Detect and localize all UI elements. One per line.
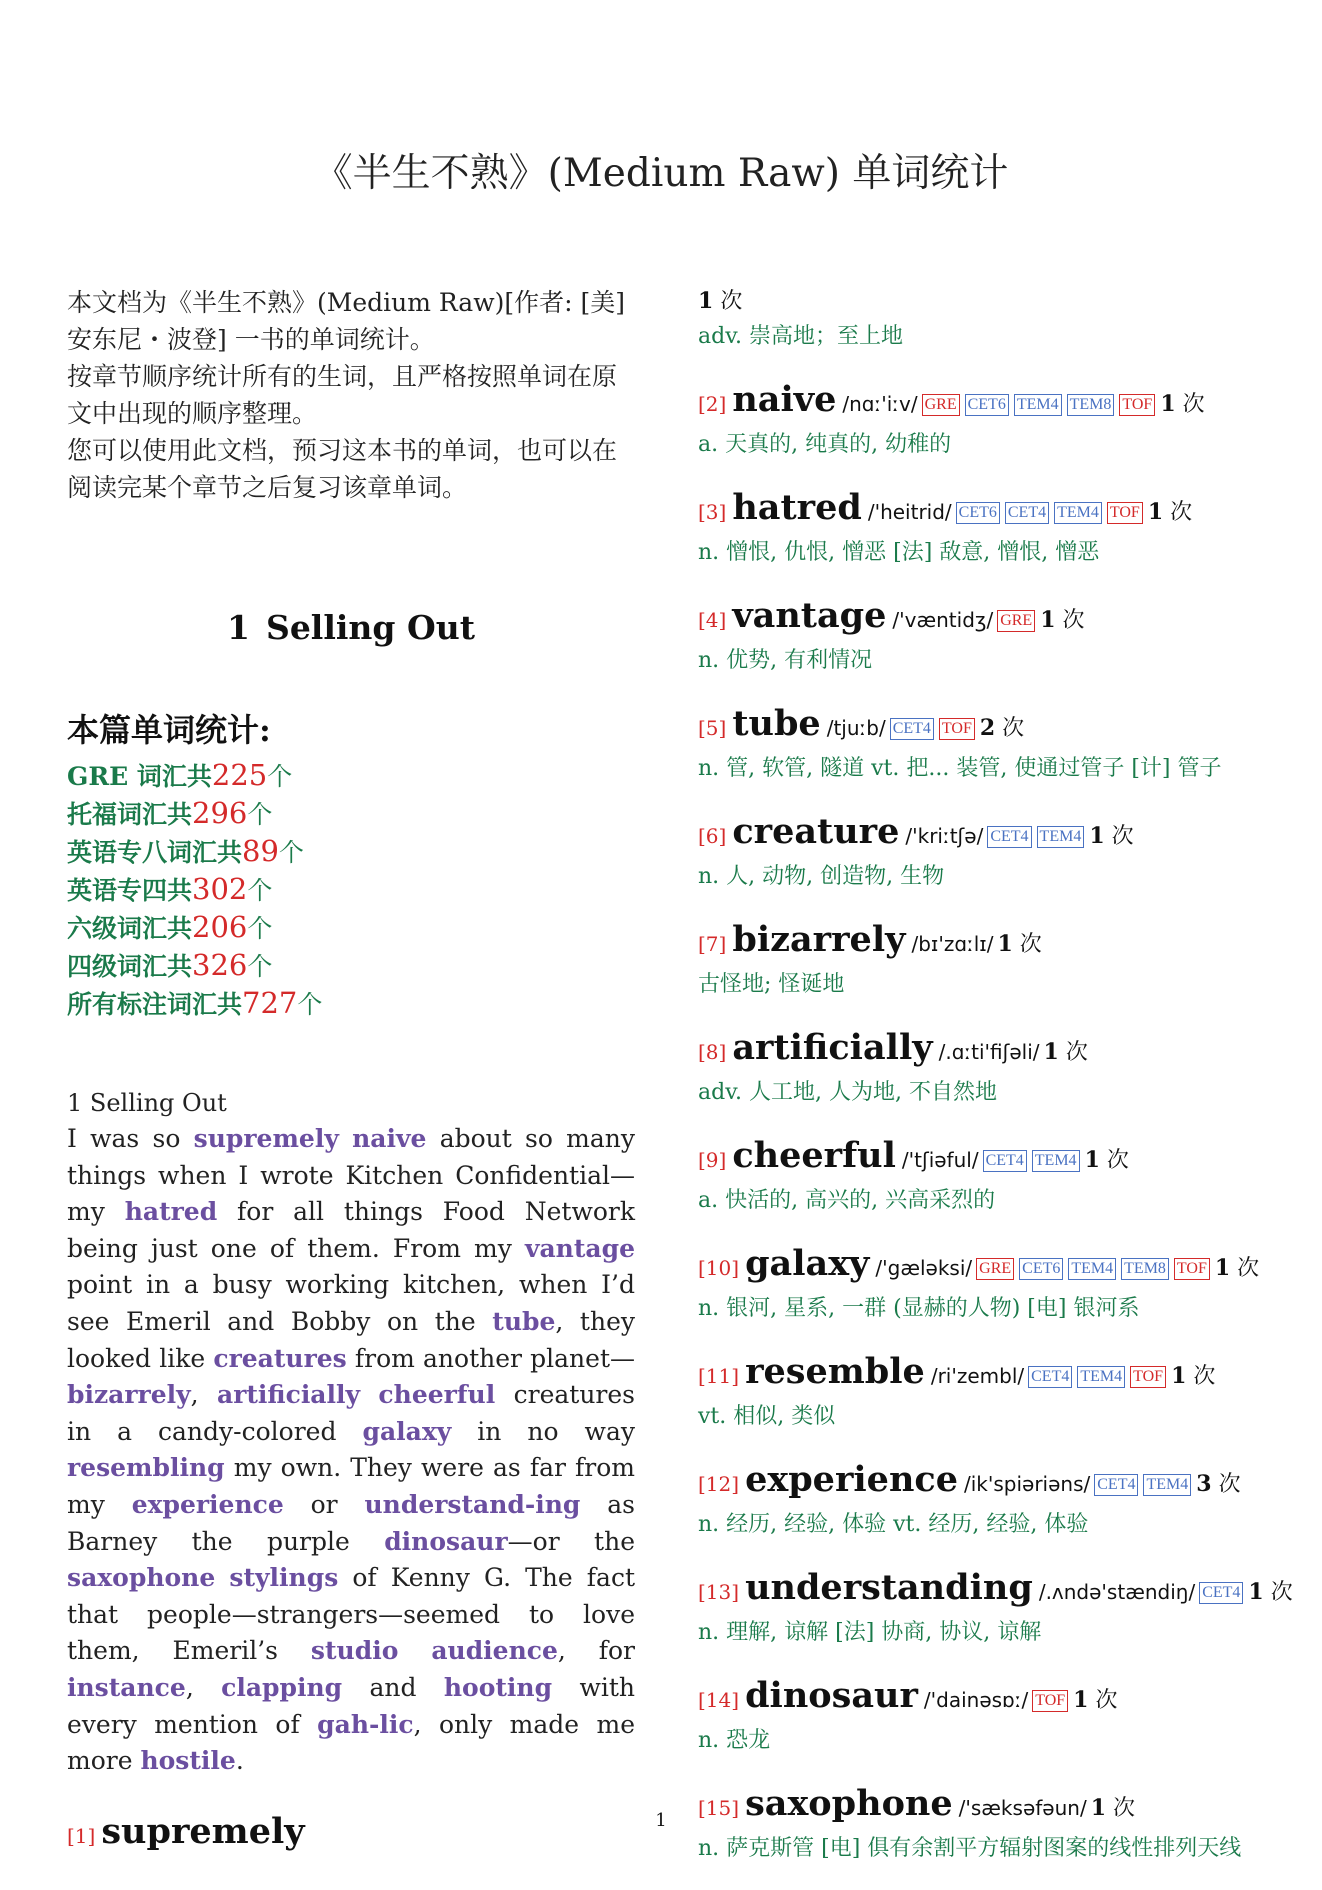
excerpt-text: , they looked like	[67, 1306, 636, 1373]
entry-frequency: 1 次	[1089, 823, 1134, 849]
excerpt-text: —or the	[507, 1526, 635, 1556]
stat-label: 四级词汇共	[67, 952, 193, 981]
entry-head	[698, 810, 1273, 859]
stats-heading: 本篇单词统计:	[67, 711, 271, 749]
exam-tag: TEM4	[1054, 502, 1102, 524]
stat-count: 89	[242, 834, 279, 868]
entry-word: saxophone	[745, 1783, 953, 1824]
word-stats	[67, 705, 635, 1023]
chapter-number: 1	[227, 608, 250, 647]
entry-index: [4]	[698, 608, 727, 632]
excerpt-text: creatures in a candy-colored	[67, 1380, 635, 1446]
excerpt-text: or	[283, 1489, 365, 1519]
stat-unit: 个	[247, 876, 273, 905]
stat-unit: 个	[247, 800, 273, 829]
vocab-entry	[698, 810, 1273, 894]
entry-frequency: 3 次	[1196, 1471, 1241, 1497]
excerpt-text: from another planet—	[346, 1343, 636, 1373]
highlighted-word: hooting	[443, 1672, 553, 1702]
excerpt-text: and	[342, 1672, 444, 1702]
entry-phonetic: /ik'spiəriəns/	[963, 1472, 1091, 1496]
exam-tag: TOF	[1107, 502, 1143, 524]
vocab-entry	[698, 1350, 1273, 1434]
entry-frequency: 1 次	[1248, 1579, 1293, 1605]
highlighted-word: resembling	[67, 1453, 225, 1483]
vocab-entry	[698, 486, 1273, 570]
entry-word: dinosaur	[745, 1675, 918, 1716]
entry-head	[698, 702, 1273, 751]
exam-tag: TEM4	[1037, 826, 1085, 848]
entry-word: bizarrely	[732, 919, 906, 960]
exam-tag: TOF	[1032, 1690, 1068, 1712]
exam-tag: TEM8	[1121, 1258, 1169, 1280]
stat-label: GRE 词汇共	[67, 762, 212, 791]
entry-frequency: 1 次	[1171, 1363, 1216, 1389]
entry-phonetic: /'heitrid/	[867, 500, 952, 524]
entry-definition: n. 萨克斯管 [电] 俱有余割平方辐射图案的线性排列天线	[698, 1836, 1242, 1861]
vocab-entry	[698, 1242, 1273, 1326]
vocab-entry	[698, 1134, 1273, 1218]
intro-paragraph: 您可以使用此文档，预习这本书的单词，也可以在阅读完某个章节之后复习该章单词。	[67, 436, 618, 502]
vocab-entry	[698, 594, 1273, 678]
excerpt-text: about so many things when I wrote Kitchen Confidential—my	[67, 1124, 636, 1227]
excerpt-body	[67, 1121, 635, 1780]
highlighted-word: audience	[431, 1636, 558, 1666]
entry-word: understanding	[745, 1567, 1033, 1608]
stat-line	[67, 795, 635, 833]
stat-label: 所有标注词汇共	[67, 990, 243, 1019]
stat-count: 296	[192, 796, 248, 830]
stat-count: 225	[211, 758, 268, 792]
entry-definition: n. 管, 软管, 隧道 vt. 把... 装管, 使通过管子 [计] 管子	[698, 756, 1222, 781]
entry-index: [13]	[698, 1580, 740, 1604]
entry-index: [15]	[698, 1796, 740, 1820]
entry-frequency: 1 次	[1160, 391, 1205, 417]
entry-frequency: 1 次	[1090, 1795, 1136, 1821]
entry-head	[698, 1242, 1273, 1291]
entry-word: supremely	[101, 1810, 305, 1852]
stat-label: 六级词汇共	[67, 914, 193, 943]
stat-label: 托福词汇共	[67, 800, 193, 829]
excerpt-text: .	[235, 1746, 244, 1776]
entry-frequency: 1 次	[698, 288, 743, 314]
entry-index: [9]	[698, 1148, 727, 1172]
entry-word: resemble	[745, 1351, 925, 1392]
stat-count: 326	[192, 948, 248, 982]
stat-line	[67, 833, 635, 871]
entry-frequency: 1 次	[1073, 1687, 1118, 1713]
vocab-entry	[698, 1566, 1293, 1650]
exam-tag: TOF	[939, 718, 975, 740]
exam-tag: CET4	[983, 1150, 1027, 1172]
highlighted-word: experience	[131, 1489, 284, 1519]
entry-head	[698, 918, 1273, 967]
stat-unit: 个	[278, 838, 304, 867]
exam-tag: GRE	[997, 610, 1035, 632]
entry-frequency: 1 次	[1040, 607, 1085, 633]
exam-tag: TOF	[1130, 1366, 1166, 1388]
left-column	[67, 284, 635, 1859]
entry-word: vantage	[732, 595, 887, 636]
exam-tag: GRE	[922, 394, 960, 416]
entry-frequency: 2 次	[979, 715, 1025, 741]
entry-word: experience	[745, 1459, 958, 1500]
highlighted-word: bizarrely	[67, 1380, 191, 1410]
entry-definition: a. 天真的, 纯真的, 幼稚的	[698, 432, 952, 457]
excerpt-text: of Kenny G. The fact that people—strangers—seemed to love them, Emeril’s	[67, 1563, 636, 1666]
highlighted-word: hostile	[140, 1746, 236, 1776]
entry-phonetic: /'tʃiəful/	[901, 1148, 979, 1172]
exam-tag: TEM4	[1077, 1366, 1125, 1388]
exam-tag: GRE	[976, 1258, 1014, 1280]
entry-phonetic: /tjuːb/	[826, 716, 886, 740]
stat-line	[67, 985, 635, 1023]
entry-phonetic: /'væntidʒ/	[892, 608, 994, 632]
entry-frequency: 1 次	[997, 931, 1042, 957]
entry-head	[698, 1350, 1273, 1399]
vocab-entry	[698, 1674, 1273, 1758]
exam-tag: TEM8	[1067, 394, 1115, 416]
exam-tag: CET4	[987, 826, 1031, 848]
chapter-title: Selling Out	[265, 608, 475, 647]
entry-head	[698, 594, 1273, 643]
entry-index: [7]	[698, 932, 727, 956]
highlighted-word: supremely	[193, 1124, 339, 1153]
entry-head	[698, 1026, 1273, 1075]
exam-tag: CET4	[890, 718, 934, 740]
highlighted-word: studio	[310, 1636, 399, 1666]
entry-definition: adv. 人工地, 人为地, 不自然地	[698, 1080, 997, 1105]
entry-index: [10]	[698, 1256, 740, 1280]
exam-tag: CET4	[1199, 1582, 1243, 1604]
entry-phonetic: /bɪ'zɑːlɪ/	[911, 932, 994, 956]
excerpt-text: my own. They were as far from my	[67, 1453, 635, 1519]
entry-word: artificially	[732, 1027, 933, 1068]
exam-tag: CET4	[1094, 1474, 1138, 1496]
highlighted-word: tube	[492, 1306, 556, 1336]
excerpt-text: I was so	[67, 1124, 194, 1153]
entry-index: [1]	[67, 1823, 96, 1848]
excerpt-text: point in a busy working kitchen, when I’d see Emeril and Bobby on the	[67, 1270, 635, 1336]
stat-line	[67, 909, 635, 947]
intro-paragraph: 按章节顺序统计所有的生词，且严格按照单词在原文中出现的顺序整理。	[67, 362, 618, 428]
vocab-entry	[698, 1458, 1273, 1542]
entry-definition: n. 人, 动物, 创造物, 生物	[698, 864, 945, 889]
entry-phonetic: /nɑː'iːv/	[842, 392, 918, 416]
highlighted-word: vantage	[524, 1233, 635, 1263]
entry-index: [5]	[698, 716, 727, 740]
entry-index: [3]	[698, 500, 727, 524]
excerpt-text	[215, 1563, 229, 1592]
exam-tag: TOF	[1174, 1258, 1210, 1280]
entry-word: hatred	[732, 487, 862, 528]
entry-definition: n. 经历, 经验, 体验 vt. 经历, 经验, 体验	[698, 1512, 1089, 1537]
stat-unit: 个	[247, 952, 273, 981]
page-number: 1	[655, 1810, 667, 1831]
vocab-entry	[698, 918, 1273, 1002]
entry-head	[698, 486, 1273, 535]
excerpt-text	[360, 1380, 378, 1409]
excerpt-text: , for	[557, 1636, 635, 1666]
entry-phonetic: /'dainəsɒː/	[923, 1688, 1029, 1712]
exam-tag: TEM4	[1068, 1258, 1116, 1280]
excerpt-title: 1 Selling Out	[67, 1089, 227, 1117]
entry-head	[698, 284, 1273, 319]
entry-definition: a. 快活的, 高兴的, 兴高采烈的	[698, 1188, 996, 1213]
exam-tag: TEM4	[1014, 394, 1062, 416]
stat-label: 英语专八词汇共	[67, 838, 243, 867]
entry-frequency: 1 次	[1214, 1255, 1260, 1281]
vocab-entry	[698, 1026, 1273, 1110]
entry-head	[698, 1458, 1273, 1507]
excerpt-text: ,	[185, 1672, 222, 1702]
exam-tag: CET4	[1028, 1366, 1072, 1388]
vocab-entry-continuation	[698, 284, 1273, 354]
entry-definition: n. 理解, 谅解 [法] 协商, 协议, 谅解	[698, 1620, 1042, 1645]
chapter-heading	[67, 608, 635, 647]
highlighted-word: saxophone	[67, 1563, 216, 1593]
exam-tag: TOF	[1119, 394, 1155, 416]
entry-head	[698, 1674, 1273, 1723]
stats-lines	[67, 757, 635, 1023]
entry-frequency: 1 次	[1084, 1147, 1129, 1173]
entry-phonetic: /'gæləksi/	[875, 1256, 973, 1280]
stat-line	[67, 757, 635, 795]
highlighted-word: stylings	[229, 1563, 339, 1593]
stat-unit: 个	[267, 762, 293, 791]
stat-count: 727	[242, 986, 298, 1020]
entry-head	[698, 1134, 1273, 1183]
exam-tag: TEM4	[1143, 1474, 1191, 1496]
highlighted-word: gah-lic	[317, 1709, 414, 1739]
vocab-entry	[698, 378, 1273, 462]
vocab-entry	[698, 702, 1273, 786]
stat-unit: 个	[297, 990, 323, 1019]
excerpt-text	[398, 1636, 431, 1665]
intro	[67, 284, 635, 506]
exam-tag: TEM4	[1032, 1150, 1080, 1172]
entry-phonetic: /'sæksəfəun/	[958, 1796, 1087, 1820]
highlighted-word: naive	[352, 1124, 427, 1153]
highlighted-word: dinosaur	[384, 1526, 508, 1556]
entry-head	[698, 1566, 1293, 1615]
excerpt-text	[339, 1124, 352, 1153]
text-excerpt	[67, 1085, 635, 1780]
entry-index: [8]	[698, 1040, 727, 1064]
highlighted-word: galaxy	[362, 1416, 452, 1446]
exam-tag: CET6	[956, 502, 1000, 524]
entry-definition: adv. 崇高地；至上地	[698, 324, 904, 349]
entry-definition: n. 恐龙	[698, 1728, 771, 1753]
stat-count: 302	[192, 872, 248, 906]
entry-definition: vt. 相似, 类似	[698, 1404, 836, 1429]
exam-tag: CET6	[1019, 1258, 1063, 1280]
entry-frequency: 1 次	[1043, 1039, 1088, 1065]
highlighted-word: artificially	[217, 1380, 361, 1410]
entry-phonetic: /.ɑːti'fiʃəli/	[938, 1040, 1040, 1064]
entry-index: [2]	[698, 392, 727, 416]
entry-phonetic: /.ʌndə'stændiŋ/	[1038, 1580, 1196, 1604]
entry-definition: 古怪地; 怪诞地	[698, 972, 845, 997]
exam-tag: CET4	[1005, 502, 1049, 524]
entry-definition: n. 银河, 星系, 一群 (显赫的人物) [电] 银河系	[698, 1296, 1140, 1321]
highlighted-word: cheerful	[378, 1380, 496, 1410]
entry-word: galaxy	[745, 1243, 870, 1284]
entry-head	[698, 378, 1273, 427]
highlighted-word: creatures	[213, 1343, 347, 1373]
entry-index: [6]	[698, 824, 727, 848]
entry-word: creature	[732, 811, 900, 852]
entry-index: [14]	[698, 1688, 740, 1712]
excerpt-text: , only made me more	[67, 1709, 636, 1776]
highlighted-word: understand-ing	[364, 1489, 581, 1519]
stat-label: 英语专四共	[67, 876, 193, 905]
entry-phonetic: /ri'zembl/	[930, 1364, 1025, 1388]
entry-frequency: 1 次	[1147, 499, 1193, 525]
entry-index: [12]	[698, 1472, 740, 1496]
exam-tag: CET6	[965, 394, 1009, 416]
excerpt-text: in no way	[451, 1416, 635, 1446]
entry-word: tube	[732, 703, 821, 744]
highlighted-word: clapping	[221, 1672, 343, 1702]
highlighted-word: hatred	[124, 1197, 218, 1227]
stat-line	[67, 871, 635, 909]
excerpt-text: for all things Food Network being just one of them. From my	[67, 1197, 635, 1263]
intro-paragraph: 本文档为《半生不熟》(Medium Raw)[作者: [美] 安东尼・波登] 一书的单词统计。	[67, 288, 625, 354]
entry-definition: n. 憎恨, 仇恨, 憎恶 [法] 敌意, 憎恨, 憎恶	[698, 540, 1100, 565]
excerpt-text: with every mention of	[67, 1672, 635, 1739]
stat-unit: 个	[247, 914, 273, 943]
entry-definition: n. 优势, 有利情况	[698, 648, 873, 673]
entry-word: naive	[732, 379, 837, 420]
entry-index: [11]	[698, 1364, 740, 1388]
entry-word: cheerful	[732, 1135, 896, 1176]
entry-phonetic: /'kriːtʃə/	[905, 824, 984, 848]
vocab-list	[698, 378, 1293, 1866]
stat-count: 206	[192, 910, 248, 944]
stat-line	[67, 947, 635, 985]
excerpt-text: as Barney the purple	[67, 1489, 635, 1556]
highlighted-word: instance	[67, 1672, 186, 1702]
right-column	[698, 284, 1293, 1890]
page-title: 《半生不熟》(Medium Raw) 单词统计	[313, 151, 1009, 196]
excerpt-text: ,	[190, 1380, 217, 1410]
